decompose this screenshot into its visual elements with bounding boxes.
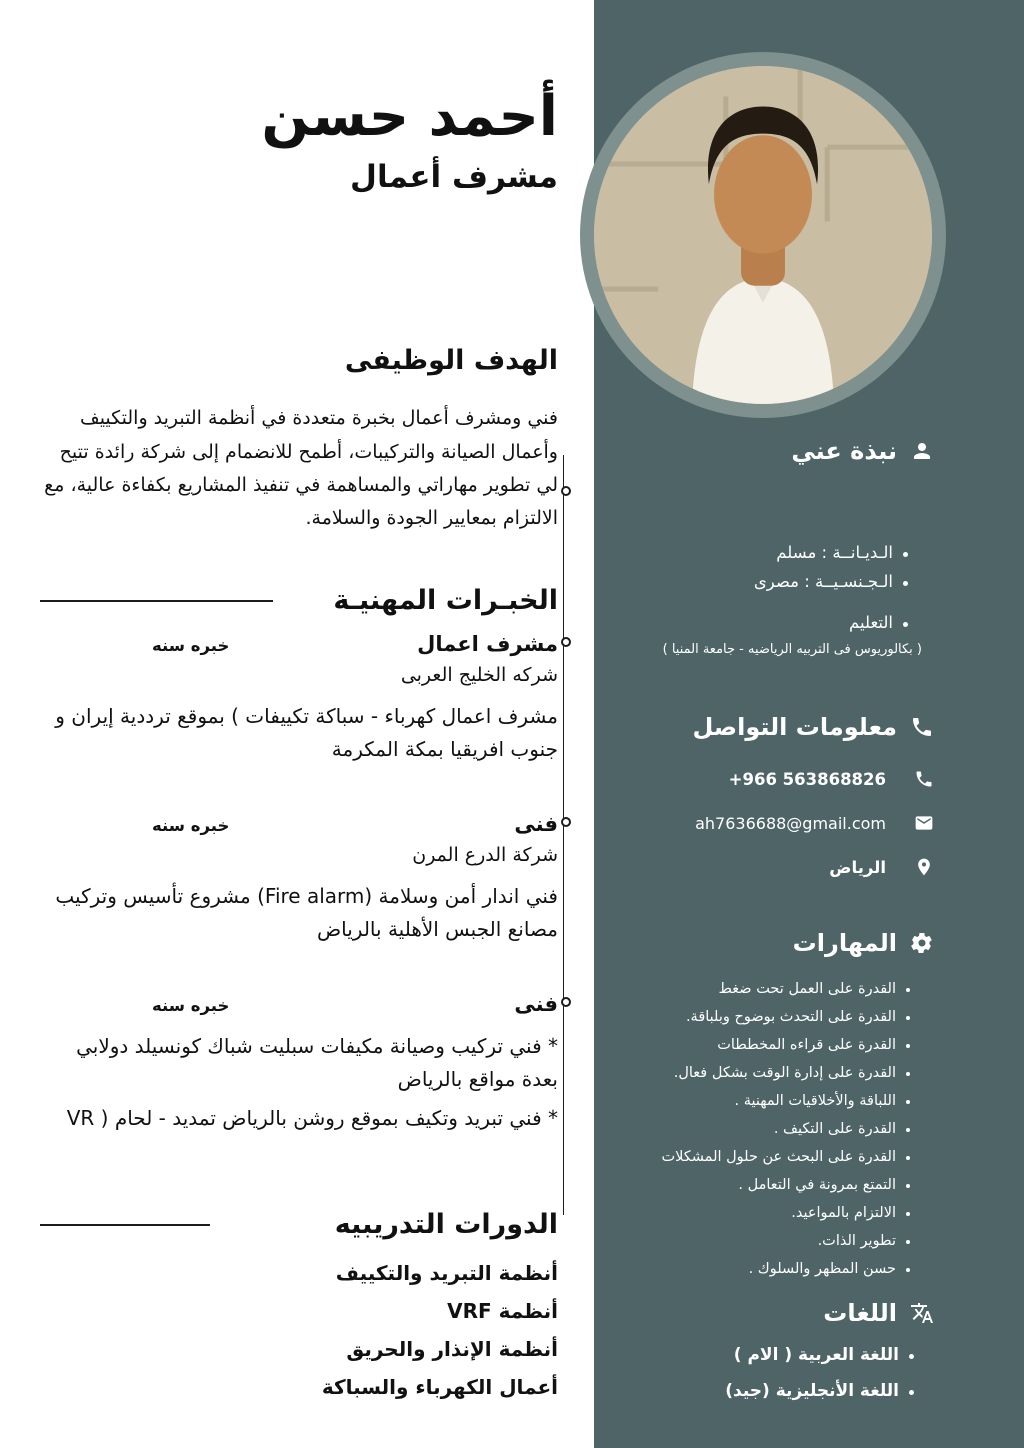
language-text: اللغة الأنجليزية (جيد) bbox=[725, 1381, 899, 1401]
bullet-dot bbox=[906, 1016, 910, 1020]
language-text: اللغة العربية ( الام ) bbox=[733, 1345, 899, 1365]
bullet-dot bbox=[906, 1184, 910, 1188]
bullet-dot bbox=[909, 1354, 914, 1359]
objective-text bbox=[40, 402, 558, 535]
job-role: فنى bbox=[514, 812, 558, 837]
religion-text: الـديـانــة : مسلم bbox=[776, 543, 893, 562]
experience-section-title: الخبـرات المهنيـة bbox=[333, 585, 558, 617]
objective-paragraph: فني ومشرف أعمال بخبرة متعددة في أنظمة التبريد والتكييف وأعمال الصيانة والتركيبات، أطمح للانضمام إلى شركة رائدة تتيح لي تطوير مهاراتي والمساهمة في تنفيذ المشاريع بكفاءة عالية، مع الالتزام بمعايير الجودة والسلامة. bbox=[44, 407, 558, 530]
skills-title: المهارات bbox=[792, 929, 897, 957]
skill-item bbox=[636, 1177, 910, 1193]
phone-handset-icon bbox=[914, 769, 934, 789]
location-row bbox=[636, 857, 934, 877]
sidebar bbox=[594, 0, 1024, 1448]
skill-text: التمتع بمرونة في التعامل . bbox=[738, 1177, 896, 1193]
job-role: مشرف اعمال bbox=[417, 632, 558, 657]
religion-item bbox=[636, 543, 908, 562]
experience-entry bbox=[40, 812, 558, 946]
gear-icon bbox=[910, 931, 934, 955]
photo-ring bbox=[580, 52, 946, 418]
person-name: أحمد حسن bbox=[261, 84, 558, 149]
timeline-dot bbox=[561, 637, 571, 647]
skill-item bbox=[636, 1261, 910, 1277]
skills-list bbox=[636, 981, 934, 1277]
skill-item bbox=[636, 1037, 910, 1053]
skill-text: اللباقة والأخلاقيات المهنية . bbox=[734, 1093, 896, 1109]
job-role: فنى bbox=[514, 992, 558, 1017]
job-duration: خبره سنه bbox=[152, 636, 230, 656]
courses-section-header bbox=[40, 1209, 558, 1240]
courses-list bbox=[40, 1254, 558, 1406]
timeline-dot bbox=[561, 486, 571, 496]
experience-entry bbox=[40, 992, 558, 1135]
bullet-dot bbox=[906, 1212, 910, 1216]
skill-text: الالتزام بالمواعيد. bbox=[791, 1205, 896, 1221]
skill-text: القدرة على التكيف . bbox=[773, 1121, 896, 1137]
envelope-icon bbox=[914, 813, 934, 833]
about-section-header bbox=[636, 437, 934, 465]
skill-text: القدرة على إدارة الوقت بشكل فعال. bbox=[673, 1065, 896, 1081]
contact-title: معلومات التواصل bbox=[692, 713, 897, 741]
translate-icon bbox=[910, 1301, 934, 1325]
job-description: فني اندار أمن وسلامة (Fire alarm) مشروع تأسيس وتركيب مصانع الجبس الأهلية بالرياض bbox=[55, 884, 558, 942]
timeline-line bbox=[563, 455, 565, 1215]
education-value: ( بكالوريوس فى التربيه الرياضيه - جامعة المنيا ) bbox=[662, 642, 922, 657]
skill-text: حسن المظهر والسلوك . bbox=[748, 1261, 896, 1277]
language-item bbox=[636, 1381, 914, 1401]
bullet-dot bbox=[903, 552, 908, 557]
skill-text: تطوير الذات. bbox=[817, 1233, 896, 1249]
job-duration: خبره سنه bbox=[152, 996, 230, 1016]
bullet-dot bbox=[906, 1100, 910, 1104]
languages-title: اللغات bbox=[823, 1299, 897, 1327]
languages-section-header bbox=[636, 1299, 934, 1327]
courses-section-title: الدورات التدريبيه bbox=[334, 1209, 558, 1241]
email-row bbox=[636, 813, 934, 833]
education-item bbox=[636, 613, 908, 632]
skill-text: القدرة على البحث عن حلول المشكلات bbox=[661, 1149, 896, 1165]
skill-item bbox=[636, 1205, 910, 1221]
timeline-dot bbox=[561, 997, 571, 1007]
section-divider-line bbox=[40, 1224, 210, 1226]
timeline-dot bbox=[561, 817, 571, 827]
bullet-dot bbox=[903, 581, 908, 586]
person-icon bbox=[910, 439, 934, 463]
bullet-dot bbox=[906, 1044, 910, 1048]
map-pin-icon bbox=[914, 857, 934, 877]
job-company: شركه الخليج العربى bbox=[400, 664, 558, 687]
profile-photo-image bbox=[594, 66, 932, 404]
person-job-title: مشرف أعمال bbox=[350, 159, 558, 196]
bullet-dot bbox=[903, 622, 908, 627]
phone-icon bbox=[910, 715, 934, 739]
education-label: التعليم bbox=[849, 613, 893, 632]
contact-section-header bbox=[636, 713, 934, 741]
nationality-text: الـجـنسـيــة : مصرى bbox=[753, 572, 893, 591]
experience-entry bbox=[40, 632, 558, 766]
bullet-dot bbox=[906, 1128, 910, 1132]
languages-list bbox=[636, 1345, 934, 1401]
skills-section-header bbox=[636, 929, 934, 957]
job-description: * فني تبريد وتكيف بموقع روشن بالرياض تمديد - لحام ( VR bbox=[66, 1106, 558, 1131]
job-description: * فني تركيب وصيانة مكيفات سبليت شباك كونسيلد دولابي بعدة مواقع بالرياض bbox=[76, 1034, 558, 1092]
job-duration: خبره سنه bbox=[152, 816, 230, 836]
about-list bbox=[636, 543, 934, 657]
photo-area bbox=[594, 0, 1024, 425]
course-item: أعمال الكهرباء والسباكة bbox=[321, 1375, 558, 1400]
skill-text: القدرة على التحدث بوضوح وبلباقة. bbox=[685, 1009, 896, 1025]
skill-text: القدرة على العمل تحت ضغط bbox=[718, 981, 896, 997]
course-item: أنظمة الإنذار والحريق bbox=[346, 1337, 558, 1362]
course-item: أنظمة التبريد والتكييف bbox=[335, 1261, 558, 1286]
experience-section-header bbox=[40, 585, 558, 616]
job-header bbox=[40, 812, 558, 836]
skill-item bbox=[636, 1009, 910, 1025]
job-description: مشرف اعمال كهرباء - سباكة تكييفات ) بموقع ترددية إيران و جنوب افريقيا بمكة المكرمة bbox=[55, 704, 558, 762]
phone-number: +966 563868826 bbox=[728, 769, 886, 789]
bullet-dot bbox=[906, 1268, 910, 1272]
skill-item bbox=[636, 1093, 910, 1109]
skill-item bbox=[636, 1149, 910, 1165]
profile-photo bbox=[594, 66, 932, 404]
nationality-item bbox=[636, 572, 908, 591]
objective-section-title: الهدف الوظيفى bbox=[344, 345, 558, 377]
skill-item bbox=[636, 1121, 910, 1137]
location-text: الرياض bbox=[829, 857, 886, 877]
job-company: شركة الدرع المرن bbox=[412, 844, 558, 867]
section-divider-line bbox=[40, 600, 273, 602]
skill-text: القدرة على قراءه المخططات bbox=[717, 1037, 896, 1053]
email-address: ah7636688@gmail.com bbox=[695, 813, 886, 833]
job-header bbox=[40, 632, 558, 656]
bullet-dot bbox=[906, 988, 910, 992]
skill-item bbox=[636, 1065, 910, 1081]
about-title: نبذة عني bbox=[791, 437, 897, 465]
bullet-dot bbox=[906, 1156, 910, 1160]
skill-item bbox=[636, 981, 910, 997]
bullet-dot bbox=[906, 1072, 910, 1076]
bullet-dot bbox=[909, 1390, 914, 1395]
language-item bbox=[636, 1345, 914, 1365]
job-header bbox=[40, 992, 558, 1016]
course-item: أنظمة VRF bbox=[447, 1299, 558, 1324]
bullet-dot bbox=[906, 1240, 910, 1244]
skill-item bbox=[636, 1233, 910, 1249]
phone-row bbox=[636, 769, 934, 789]
